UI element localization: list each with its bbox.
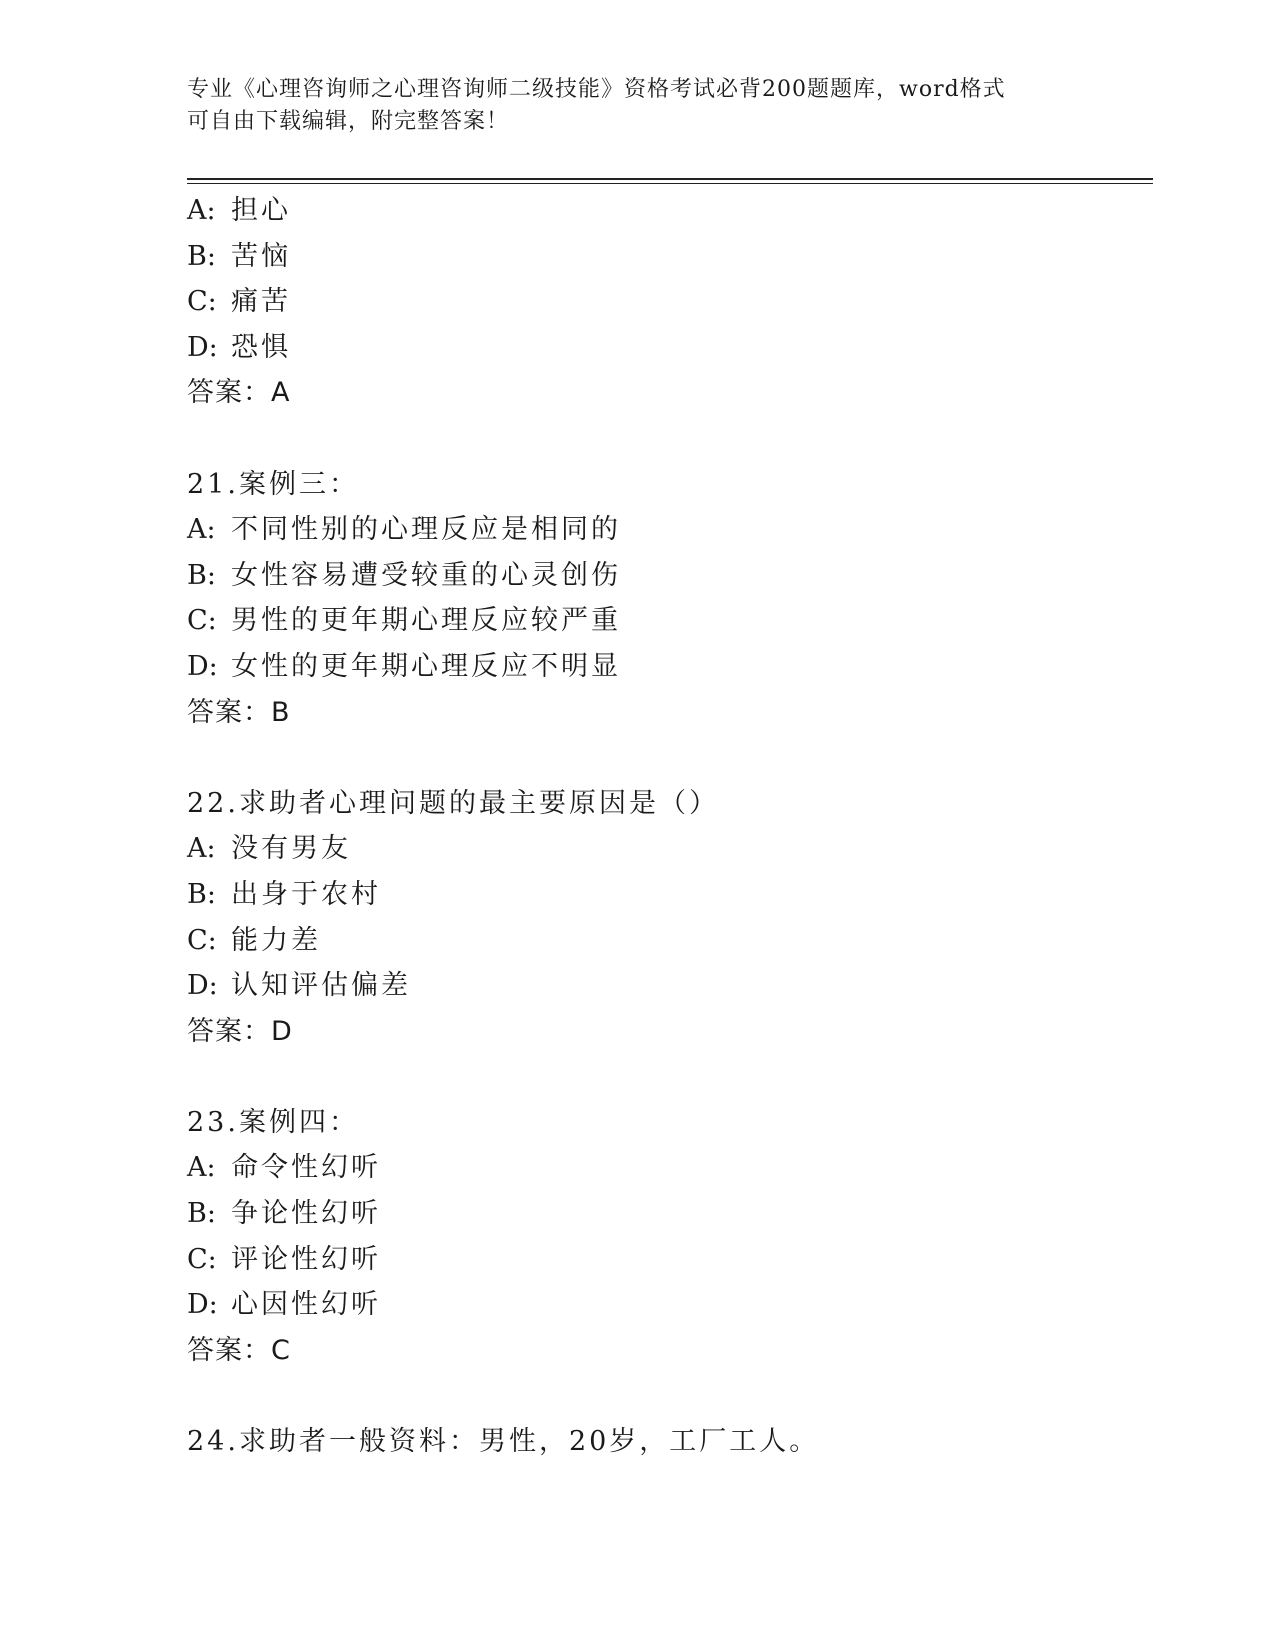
- question-stem: 22.求助者心理问题的最主要原因是（）: [187, 787, 719, 819]
- question-stem: 21.案例三：: [187, 468, 359, 500]
- answer-line: 答案：C: [187, 1334, 291, 1366]
- option-a: A: 不同性别的心理反应是相同的: [187, 514, 621, 546]
- header-line-2: 可自由下载编辑，附完整答案！: [187, 109, 510, 134]
- option-b: B: 女性容易遭受较重的心灵创伤: [187, 559, 621, 591]
- question-stem: 23.案例四：: [187, 1106, 359, 1138]
- question-23: [187, 1100, 1147, 1374]
- question-list: [187, 188, 1147, 1465]
- header-divider-thick: [187, 178, 1153, 180]
- option-d: D: 认知评估偏差: [187, 970, 411, 1002]
- option-c: C: 评论性幻听: [187, 1243, 381, 1275]
- option-d: D: 女性的更年期心理反应不明显: [187, 650, 621, 682]
- answer-line: 答案：B: [187, 696, 291, 728]
- option-b: B: 争论性幻听: [187, 1198, 381, 1230]
- option-d: D: 心因性幻听: [187, 1289, 381, 1321]
- header-line-1: 专业《心理咨询师之心理咨询师二级技能》资格考试必背200题题库，word格式: [187, 77, 1006, 102]
- answer-line: 答案：A: [187, 377, 291, 409]
- option-a: A: 命令性幻听: [187, 1152, 381, 1184]
- question-21: [187, 462, 1147, 736]
- header-divider-thin: [187, 183, 1153, 184]
- option-a: A: 担心: [187, 195, 291, 226]
- document-header: [187, 74, 1067, 138]
- spacer: [187, 1373, 1147, 1419]
- option-c: C: 痛苦: [187, 286, 291, 318]
- option-c: C: 能力差: [187, 924, 321, 956]
- question-24: [187, 1419, 1147, 1465]
- question-20: [187, 188, 1147, 416]
- option-b: B: 出身于农村: [187, 878, 381, 910]
- option-a: A: 没有男友: [187, 833, 351, 865]
- spacer: [187, 416, 1147, 462]
- spacer: [187, 735, 1147, 781]
- option-b: B: 苦恼: [187, 240, 291, 272]
- option-c: C: 男性的更年期心理反应较严重: [187, 605, 621, 637]
- answer-line: 答案：D: [187, 1015, 293, 1047]
- question-22: [187, 781, 1147, 1055]
- spacer: [187, 1054, 1147, 1100]
- option-d: D: 恐惧: [187, 331, 291, 363]
- question-stem: 24.求助者一般资料：男性，20岁，工厂工人。: [187, 1426, 820, 1458]
